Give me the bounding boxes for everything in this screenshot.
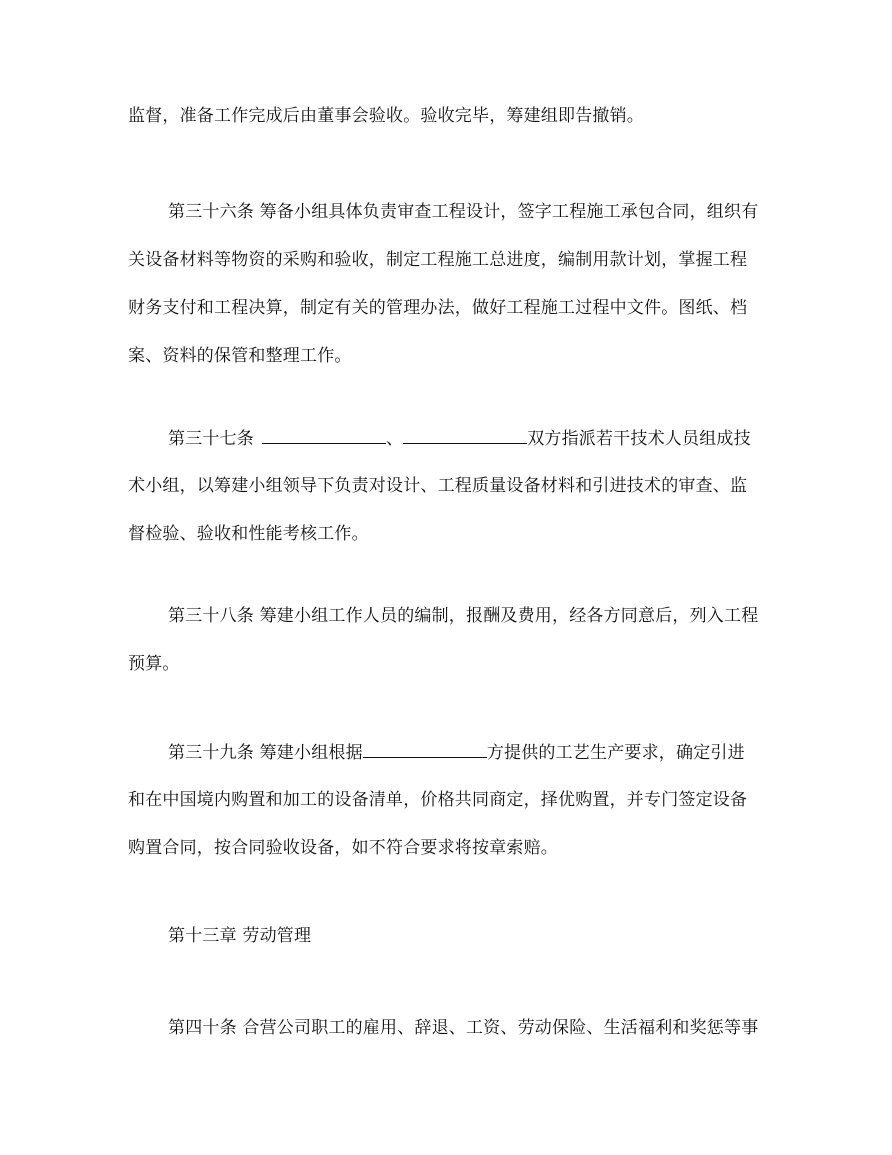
article-37-line-1 [168, 426, 751, 451]
article-36-line-4: 案、资料的保管和整理工作。 [128, 346, 352, 366]
paragraph-line: 监督，准备工作完成后由董事会验收。验收完毕，筹建组即告撤销。 [128, 106, 644, 126]
article-39-text: 方提供的工艺生产要求，确定引进 [486, 743, 745, 763]
article-39-heading: 第三十九条 筹建小组根据 [168, 743, 363, 763]
blank-line[interactable] [403, 426, 527, 444]
article-40-line-1: 第四十条 合营公司职工的雇用、辞退、工资、劳动保险、生活福利和奖惩等事 [168, 1018, 759, 1038]
chapter-13-title: 第十三章 劳动管理 [168, 926, 312, 946]
article-39-line-3: 购置合同，按合同验收设备，如不符合要求将按章索赔。 [128, 838, 558, 858]
article-37-heading: 第三十七条 [168, 429, 254, 449]
article-38-line-2: 预算。 [128, 654, 180, 674]
article-37-text: 双方指派若干技术人员组成技 [527, 429, 751, 449]
article-39-line-2: 和在中国境内购置和加工的设备清单，价格共同商定，择优购置，并专门签定设备 [128, 790, 748, 810]
blank-line[interactable] [262, 426, 386, 444]
article-36-line-3: 财务支付和工程决算，制定有关的管理办法，做好工程施工过程中文件。图纸、档 [128, 298, 748, 318]
article-37-line-2: 术小组，以筹建小组领导下负责对设计、工程质量设备材料和引进技术的审查、监 [128, 476, 748, 496]
article-36-line-2: 关设备材料等物资的采购和验收，制定工程施工总进度，编制用款计划，掌握工程 [128, 250, 748, 270]
blank-line[interactable] [363, 740, 487, 758]
article-39-line-1 [168, 740, 745, 765]
article-36-line-1: 第三十六条 筹备小组具体负责审查工程设计，签字工程施工承包合同，组织有 [168, 202, 759, 222]
article-38-line-1: 第三十八条 筹建小组工作人员的编制，报酬及费用，经各方同意后，列入工程 [168, 606, 759, 626]
article-37-line-3: 督检验、验收和性能考核工作。 [128, 524, 369, 544]
separator: 、 [386, 429, 404, 449]
